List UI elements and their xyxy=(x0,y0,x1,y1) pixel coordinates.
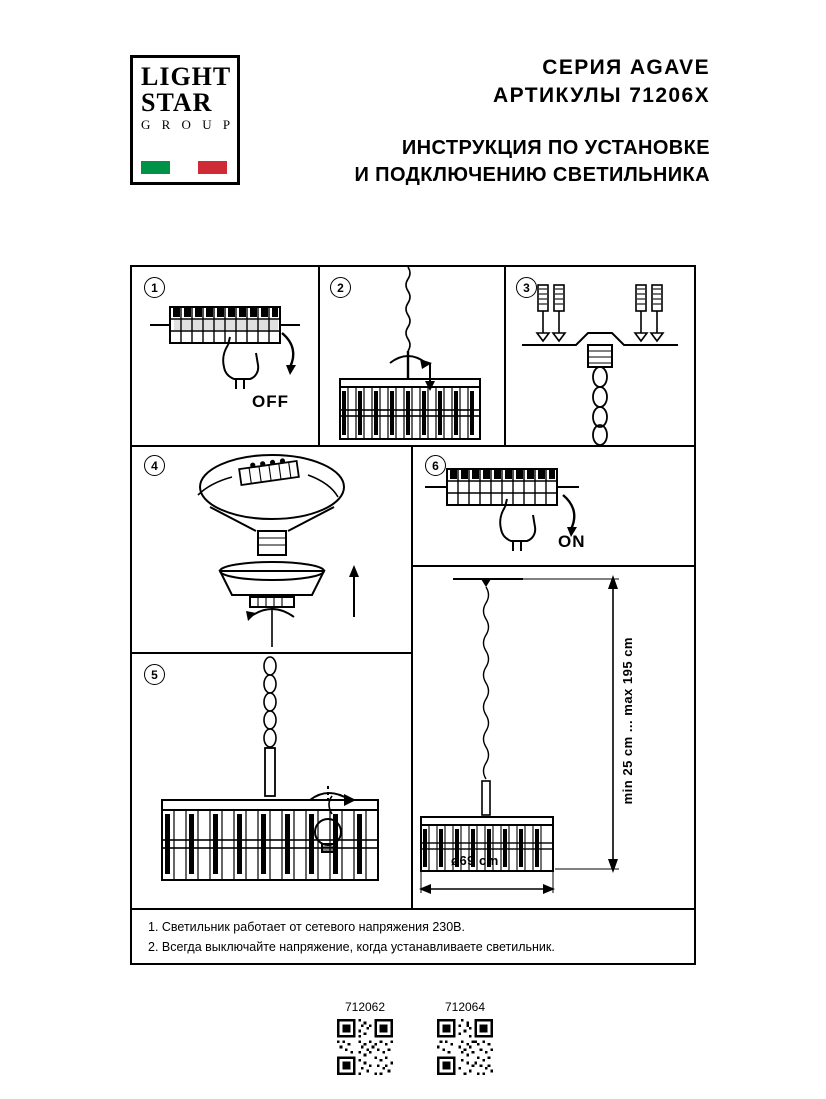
diameter-dimension-label: ø69 cm xyxy=(451,853,499,868)
step-6-badge: 6 xyxy=(425,455,446,476)
step-5-badge: 5 xyxy=(144,664,165,685)
step-2 xyxy=(320,267,504,445)
dimension-drawing xyxy=(413,567,694,908)
qr-item-1 xyxy=(330,1000,400,1075)
qr-item-2 xyxy=(430,1000,500,1075)
brand-logo xyxy=(130,55,240,185)
header-titles xyxy=(330,55,710,189)
step-1 xyxy=(132,267,318,445)
step-2-badge: 2 xyxy=(330,277,351,298)
height-dimension-label: min 25 cm ... max 195 cm xyxy=(620,637,635,805)
notes-block xyxy=(148,917,688,957)
footer-qr-codes xyxy=(330,1000,500,1075)
header xyxy=(130,55,710,205)
series-title: СЕРИЯ AGAVE xyxy=(542,56,710,79)
note-1: 1. Светильник работает от сетевого напряжения 230В. xyxy=(148,920,465,934)
step-3-badge: 3 xyxy=(516,277,537,298)
instruction-title xyxy=(330,135,710,189)
step-6 xyxy=(413,447,694,565)
qr-code-icon-2[interactable] xyxy=(437,1019,493,1075)
instruction-line-2: И ПОДКЛЮЧЕНИЮ СВЕТИЛЬНИКА xyxy=(354,164,710,186)
step-4 xyxy=(132,447,411,652)
italian-flag-icon xyxy=(141,161,227,174)
qr-code-label-2: 712064 xyxy=(444,1000,486,1014)
step-5-illustration xyxy=(132,654,411,908)
step-4-illustration xyxy=(132,447,411,652)
step-1-off-label: OFF xyxy=(252,392,289,411)
logo-text-group: G R O U P xyxy=(141,117,235,132)
qr-code-icon-1[interactable] xyxy=(337,1019,393,1075)
step-6-on-label: ON xyxy=(558,532,586,551)
step-1-badge: 1 xyxy=(144,277,165,298)
step-5 xyxy=(132,654,411,908)
qr-code-label-1: 712062 xyxy=(344,1000,386,1014)
step-4-badge: 4 xyxy=(144,455,165,476)
instruction-line-1: ИНСТРУКЦИЯ ПО УСТАНОВКЕ xyxy=(401,137,710,159)
logo-text-light: LIGHT xyxy=(141,62,232,91)
note-2: 2. Всегда выключайте напряжение, когда устанавливаете светильник. xyxy=(148,940,555,954)
diagram-frame xyxy=(130,265,696,965)
step-6-illustration xyxy=(413,447,694,565)
step-3 xyxy=(506,267,694,445)
logo-text-star: STAR xyxy=(141,88,213,117)
article-title: АРТИКУЛЫ 71206X xyxy=(493,84,710,107)
divider-notes-top xyxy=(132,908,694,910)
